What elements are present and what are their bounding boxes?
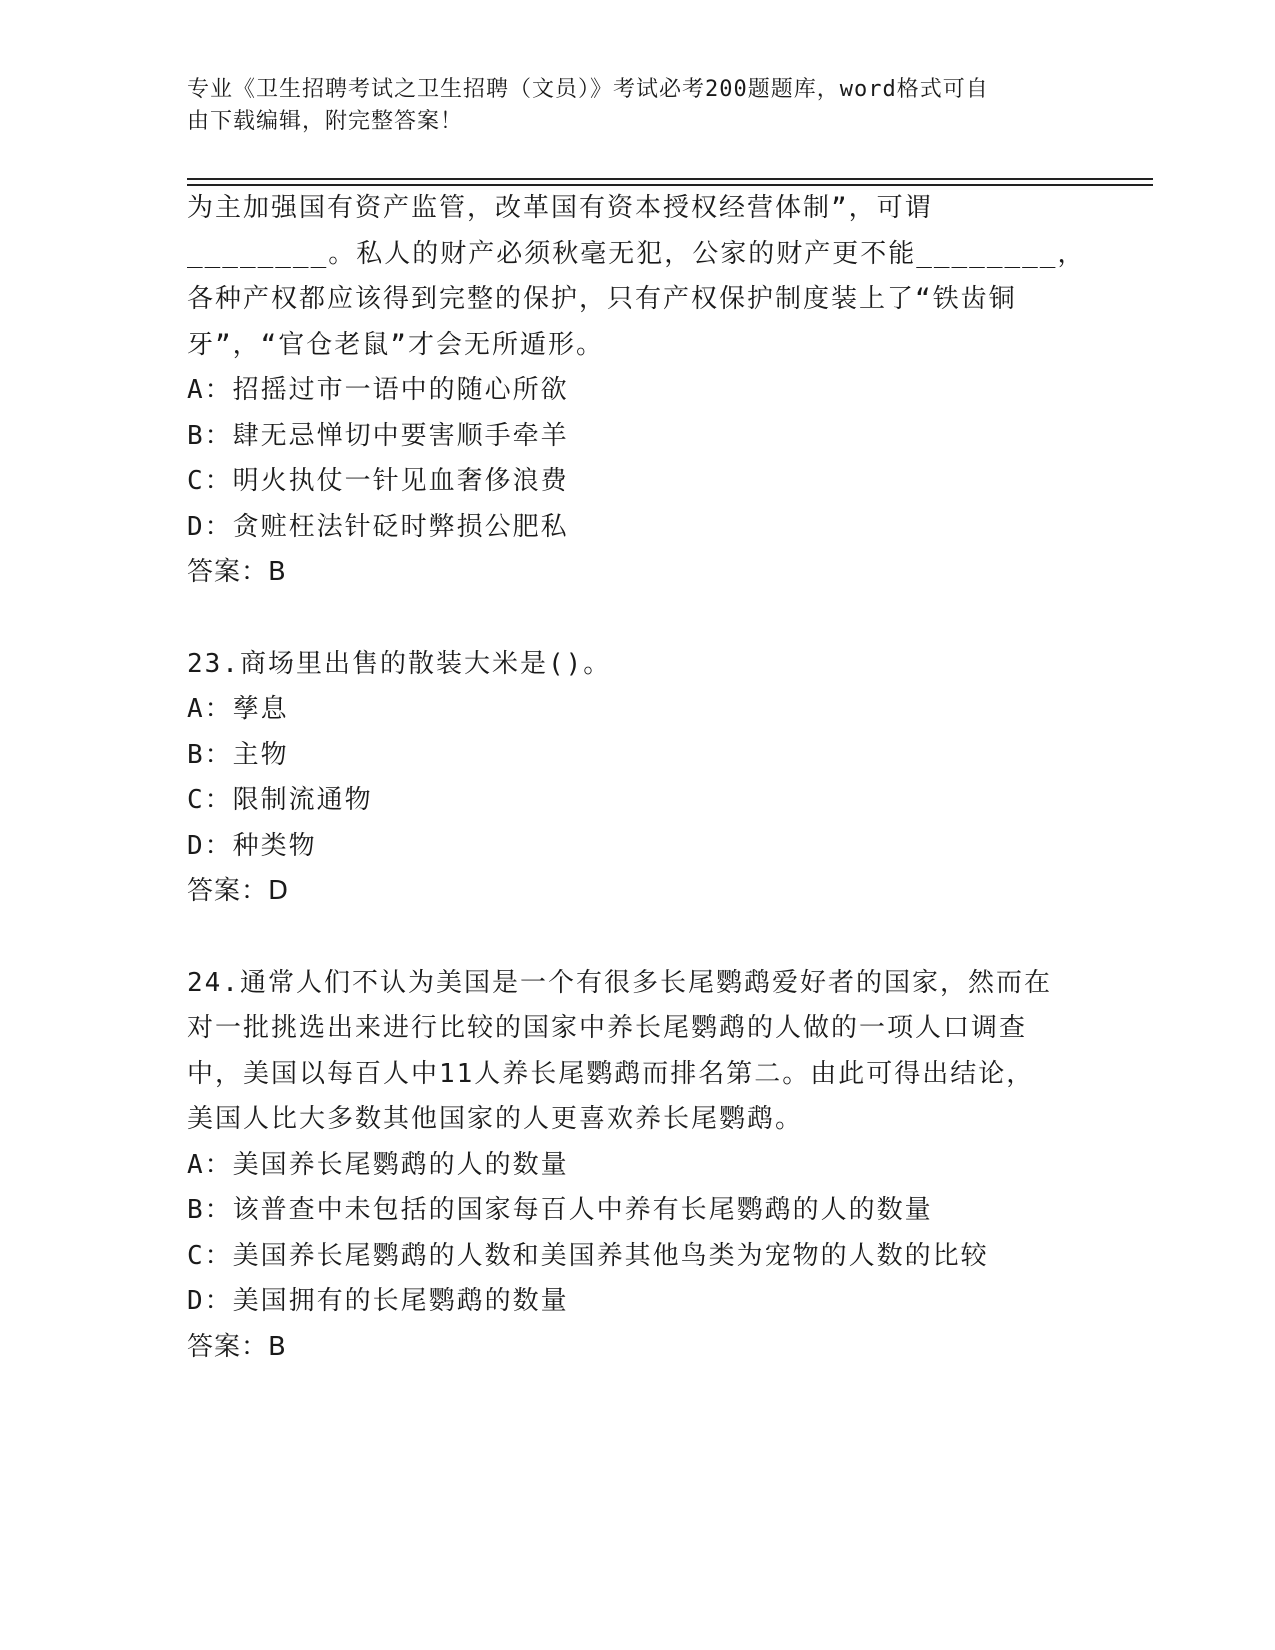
option-d: D：美国拥有的长尾鹦鹉的数量 bbox=[187, 1286, 569, 1316]
option-d: D：种类物 bbox=[187, 830, 317, 861]
question-stem-line: 中，美国以每百人中11人养长尾鹦鹉而排名第二。由此可得出结论， bbox=[187, 1058, 1035, 1089]
question-stem-line: 美国人比大多数其他国家的人更喜欢养长尾鹦鹉。 bbox=[187, 1104, 804, 1134]
option-d: D：贪赃枉法针砭时弊损公肥私 bbox=[187, 511, 569, 542]
option-b: B：肆无忌惮切中要害顺手牵羊 bbox=[187, 420, 569, 451]
option-a: A：美国养长尾鹦鹉的人的数量 bbox=[187, 1149, 569, 1180]
header-line-2: 由下载编辑，附完整答案！ bbox=[187, 109, 464, 134]
question-stem-line: 各种产权都应该得到完整的保护，只有产权保护制度装上了“铁齿铜 bbox=[187, 284, 1017, 314]
option-b: B：主物 bbox=[187, 739, 289, 770]
question-stem-line: 为主加强国有资产监管，改革国有资本授权经营体制”，可谓 bbox=[187, 193, 933, 223]
question-spacer bbox=[187, 915, 1087, 961]
question-23 bbox=[187, 642, 1087, 915]
header-rule-top bbox=[187, 178, 1153, 180]
question-stem-line: ________。私人的财产必须秋毫无犯，公家的财产更不能________， bbox=[187, 238, 1086, 269]
question-stem-line: 对一批挑选出来进行比较的国家中养长尾鹦鹉的人做的一项人口调查 bbox=[187, 1013, 1028, 1043]
question-stem-line: 23.商场里出售的散装大米是()。 bbox=[187, 648, 612, 679]
question-22 bbox=[187, 186, 1087, 596]
option-a: A：招摇过市一语中的随心所欲 bbox=[187, 375, 569, 405]
question-24 bbox=[187, 961, 1087, 1371]
option-c: C：明火执仗一针见血奢侈浪费 bbox=[187, 466, 569, 496]
option-c: C：限制流通物 bbox=[187, 785, 373, 815]
question-stem-line: 牙”，“官仓老鼠”才会无所遁形。 bbox=[187, 329, 604, 360]
option-a: A：孳息 bbox=[187, 694, 289, 724]
answer-line: 答案：B bbox=[187, 557, 287, 587]
question-spacer bbox=[187, 596, 1087, 642]
question-content bbox=[187, 186, 1087, 1370]
header-line-1: 专业《卫生招聘考试之卫生招聘（文员）》考试必考200题题库，word格式可自 bbox=[187, 77, 989, 102]
answer-line: 答案：B bbox=[187, 1331, 287, 1362]
option-b: B：该普查中未包括的国家每百人中养有长尾鹦鹉的人的数量 bbox=[187, 1195, 933, 1225]
answer-line: 答案：D bbox=[187, 876, 290, 906]
option-c: C：美国养长尾鹦鹉的人数和美国养其他鸟类为宠物的人数的比较 bbox=[187, 1240, 989, 1271]
question-stem-line: 24.通常人们不认为美国是一个有很多长尾鹦鹉爱好者的国家，然而在 bbox=[187, 967, 1052, 998]
page-header bbox=[187, 74, 1067, 138]
